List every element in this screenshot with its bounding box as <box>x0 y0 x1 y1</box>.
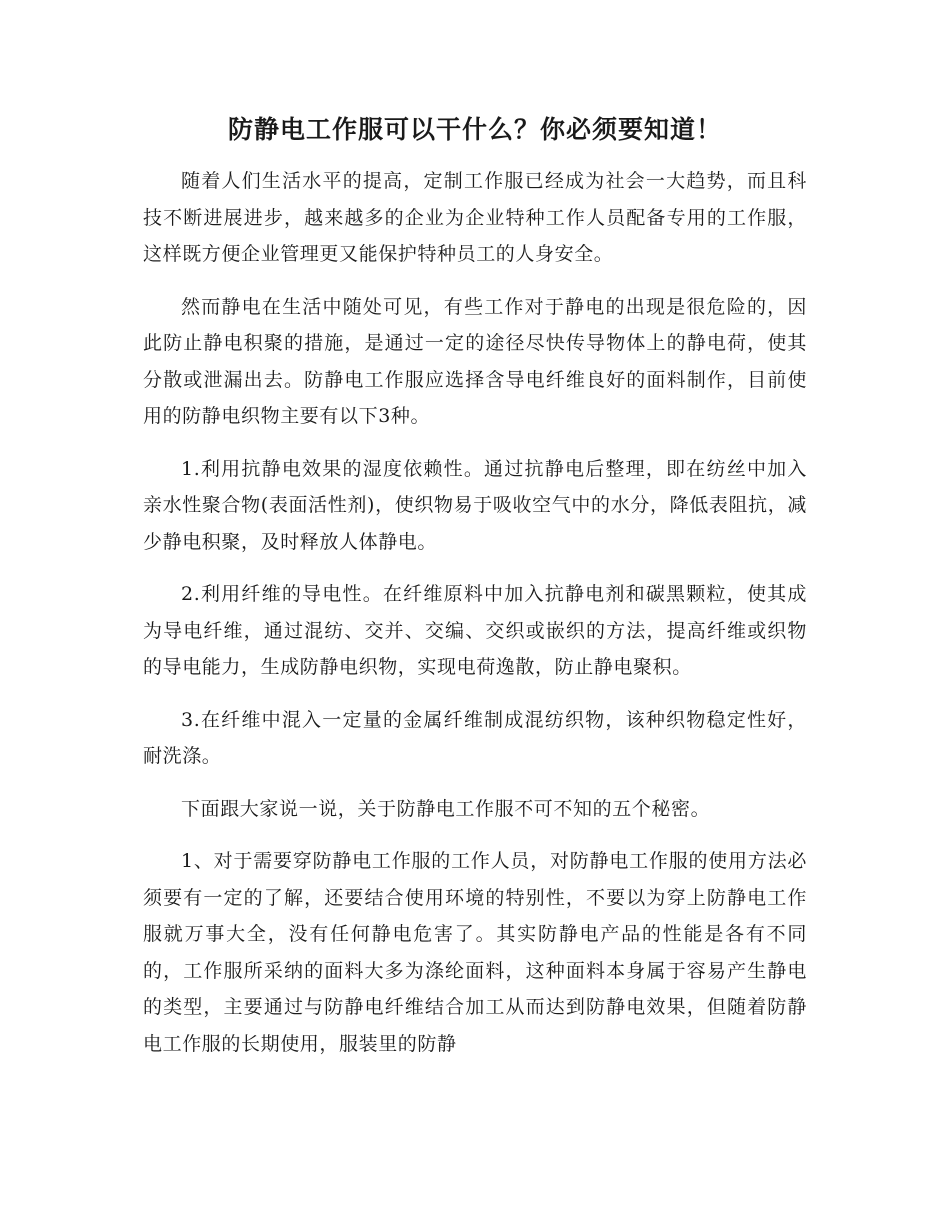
document-title: 防静电工作服可以干什么？你必须要知道！ <box>227 115 722 144</box>
paragraph-secrets-intro: 下面跟大家说一说，关于防静电工作服不可不知的五个秘密。 <box>181 797 711 820</box>
paragraph-secret-1: 1、对于需要穿防静电工作服的工作人员，对防静电工作服的使用方法必须要有一定的了解，还要结合使用环境的特别性，不要以为穿上防静电工作服就万事大全，没有任何静电危害了。其实防静电产品的性能是各有不同的，工作服所采纳的面料大多为涤纶面料，这种面料本身属于容易产生静电的类型，主要通过与防静电纤维结合加工从而达到防静电效果，但随着防静电工作服的长期使用，服装里的防静 <box>143 850 807 1055</box>
paragraph-method-2: 2.利用纤维的导电性。在纤维原料中加入抗静电剂和碳黑颗粒，使其成为导电纤维，通过混纺、交并、交编、交织或嵌织的方法，提高纤维或织物的导电能力，生成防静电织物，实现电荷逸散，防止静电聚积。 <box>143 583 807 678</box>
paragraph-method-3: 3.在纤维中混入一定量的金属纤维制成混纺织物，该种织物稳定性好，耐洗涤。 <box>143 708 807 767</box>
paragraph-method-1: 1.利用抗静电效果的湿度依赖性。通过抗静电后整理，即在纺丝中加入亲水性聚合物(表面活性剂)，使织物易于吸收空气中的水分，降低表阻抗，减少静电积聚，及时释放人体静电。 <box>143 457 807 553</box>
paragraph-intro: 随着人们生活水平的提高，定制工作服已经成为社会一大趋势，而且科技不断进展进步，越来越多的企业为企业特种工作人员配备专用的工作服，这样既方便企业管理更又能保护特种员工的人身安全。 <box>143 170 807 265</box>
document-body <box>143 163 807 1078</box>
paragraph-static-hazard: 然而静电在生活中随处可见，有些工作对于静电的出现是很危险的，因此防止静电积聚的措施，是通过一定的途径尽快传导物体上的静电荷，使其分散或泄漏出去。防静电工作服应选择含导电纤维良好的面料制作，目前使用的防静电织物主要有以下3种。 <box>143 295 807 427</box>
